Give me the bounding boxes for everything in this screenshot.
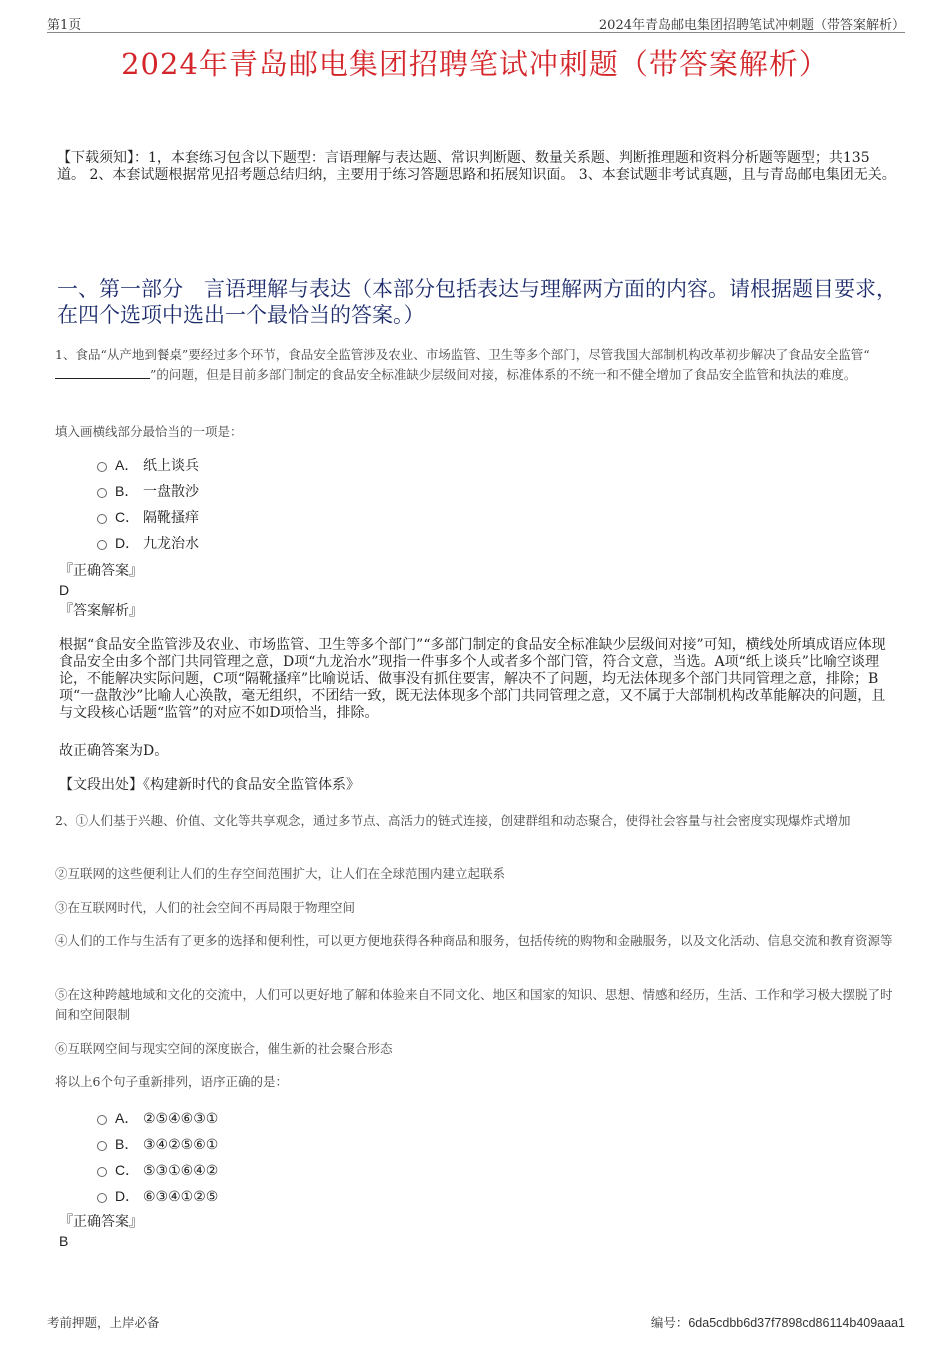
radio-icon[interactable] [97, 540, 107, 550]
q2-statement-2: ②互联网的这些便利让人们的生存空间范围扩大，让人们在全球范围内建立起联系 [55, 866, 506, 881]
q2-prompt: 将以上6个句子重新排列，语序正确的是： [55, 1074, 288, 1089]
radio-icon[interactable] [97, 462, 107, 472]
q1-conclusion: 故正确答案为D。 [59, 743, 169, 759]
q2-option-c[interactable]: C． ⑤③①⑥④② [97, 1160, 218, 1180]
radio-icon[interactable] [97, 1115, 107, 1125]
radio-icon[interactable] [97, 1141, 107, 1151]
download-notice: 【下载须知】：1，本套练习包含以下题型：言语理解与表达题、常识判断题、数量关系题、判断推理题和资料分析题等题型；共135道。 2、本套试题根据常见招考题总结归纳，主要用于练习答题思路和拓展知识面。 3、本套试题非考试真题，且与青岛邮电集团无关。 [57, 150, 896, 183]
q1-option-b[interactable]: B． 一盘散沙 [97, 481, 199, 501]
q2-statement-1: 2、①人们基于兴趣、价值、文化等共享观念，通过多节点、高活力的链式连接，创建群组和动态聚合，使得社会容量与社会密度实现爆炸式增加 [55, 813, 851, 828]
q1-analysis-label: 『答案解析』 [59, 603, 143, 619]
q2-option-b[interactable]: B． ③④②⑤⑥① [97, 1134, 218, 1154]
q2-statement-4: ④人们的工作与生活有了更多的选择和便利性，可以更方便地获得各种商品和服务，包括传统的购物和金融服务，以及文化活动、信息交流和教育资源等 [55, 933, 893, 948]
q2-answer: B [59, 1233, 69, 1249]
answer-blank [55, 366, 150, 379]
q2-answer-label: 『正确答案』 [59, 1214, 143, 1230]
radio-icon[interactable] [97, 1167, 107, 1177]
question-1-stem: 1、食品“从产地到餐桌”要经过多个环节，食品安全监管涉及农业、市场监管、卫生等多个部门，尽管我国大部制机构改革初步解决了食品安全监管“”的问题，但是目前多部门制定的食品安全标准缺少层级间对接，标准体系的不统一和不健全增加了食品安全监管和执法的难度。 [55, 347, 870, 382]
q1-option-d[interactable]: D． 九龙治水 [97, 533, 199, 553]
q2-statement-3: ③在互联网时代，人们的社会空间不再局限于物理空间 [55, 900, 356, 915]
q2-statement-6: ⑥互联网空间与现实空间的深度嵌合，催生新的社会聚合形态 [55, 1041, 393, 1056]
page-number: 第1页 [47, 18, 82, 33]
page-header [47, 14, 905, 33]
q1-analysis: 根据“食品安全监管涉及农业、市场监管、卫生等多个部门”“多部门制定的食品安全标准缺少层级间对接”可知，横线处所填成语应体现食品安全由多个部门共同管理之意，D项“九龙治水”现指一件事多个人或者多个部门管，符合文意，当选。A项“纸上谈兵”比喻空谈理论，不能解决实际问题，C项“隔靴搔痒”比喻说话、做事没有抓住要害，解决不了问题，均无法体现多个部门共同管理之意，排除；B项“一盘散沙”比喻人心涣散，毫无组织，不团结一致，既无法体现多个部门共同管理之意，又不属于大部制机构改革能解决的问题，且与文段核心话题“监管”的对应不如D项恰当，排除。 [59, 637, 886, 721]
q1-answer: D [59, 582, 70, 598]
page-title: 2024年青岛邮电集团招聘笔试冲刺题（带答案解析） [121, 47, 829, 81]
footer-slogan: 考前押题，上岸必备 [47, 1315, 160, 1330]
q2-option-d[interactable]: D． ⑥③④①②⑤ [97, 1186, 218, 1206]
q1-option-c[interactable]: C． 隔靴搔痒 [97, 507, 199, 527]
q2-option-a[interactable]: A． ②⑤④⑥③① [97, 1108, 218, 1128]
radio-icon[interactable] [97, 488, 107, 498]
footer-code: 编号：6da5cdbb6d37f7898cd86114b409aaa1 [650, 1315, 905, 1330]
radio-icon[interactable] [97, 1193, 107, 1203]
q1-option-a[interactable]: A． 纸上谈兵 [97, 455, 199, 475]
section-title: 一、第一部分 言语理解与表达（本部分包括表达与理解两方面的内容。请根据题目要求，在四个选项中选出一个最恰当的答案。） [57, 277, 897, 327]
header-doc-title: 2024年青岛邮电集团招聘笔试冲刺题（带答案解析） [598, 18, 905, 33]
radio-icon[interactable] [97, 514, 107, 524]
question-1-prompt: 填入画横线部分最恰当的一项是： [55, 424, 243, 439]
q2-statement-5: ⑤在这种跨越地域和文化的交流中，人们可以更好地了解和体验来自不同文化、地区和国家的知识、思想、情感和经历，生活、工作和学习极大摆脱了时间和空间限制 [55, 987, 893, 1022]
q1-source: 【文段出处】《构建新时代的食品安全监管体系》 [59, 777, 360, 793]
q1-answer-label: 『正确答案』 [59, 563, 143, 579]
